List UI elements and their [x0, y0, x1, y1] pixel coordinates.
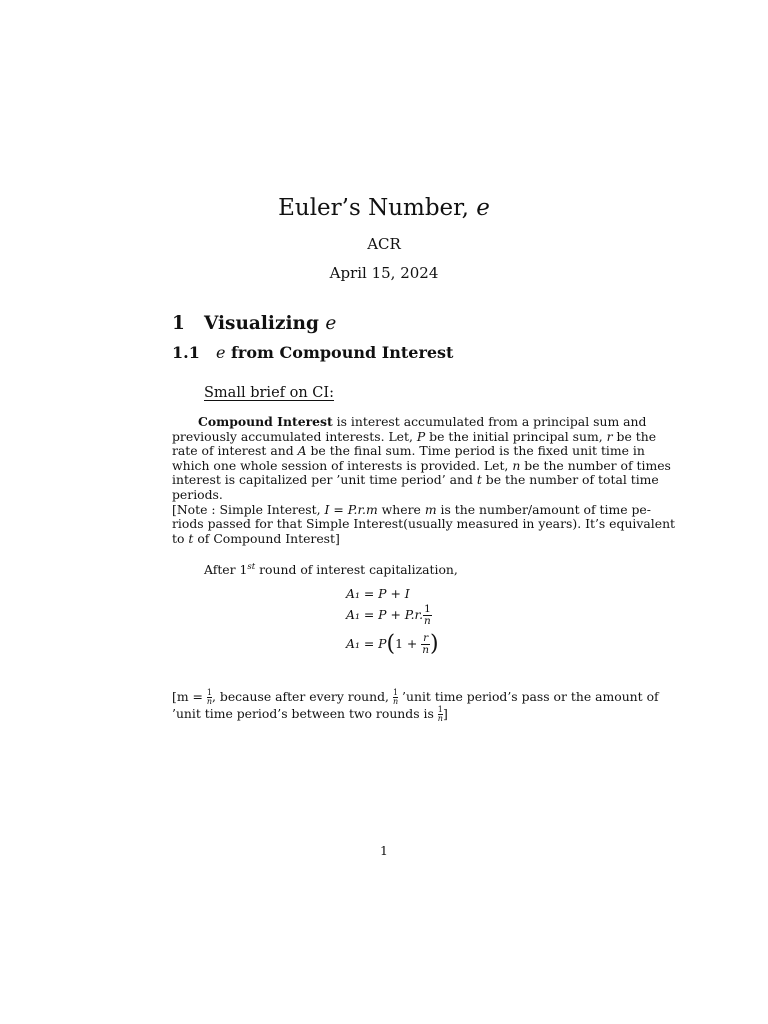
subsection-number: 1.1	[172, 343, 200, 362]
section-var: e	[325, 313, 337, 334]
fraction	[421, 633, 430, 656]
remark-text: [m =	[172, 689, 203, 704]
equation-3	[346, 633, 439, 656]
frac-den: n	[392, 697, 399, 706]
para-line	[172, 457, 671, 474]
title-var: e	[476, 195, 490, 221]
note-line	[172, 532, 617, 547]
remark-paragraph	[172, 688, 659, 723]
page-number: 1	[380, 843, 388, 858]
remark-line	[172, 688, 659, 706]
remark-line	[172, 706, 617, 723]
eq3-one: 1 +	[395, 636, 418, 651]
note-text: where	[381, 501, 421, 517]
frac-den: n	[422, 644, 430, 656]
after-text: round of interest capitalization,	[259, 562, 458, 578]
document-title	[0, 195, 768, 221]
note-text: to	[172, 530, 185, 546]
para-text: be the initial principal sum,	[429, 428, 603, 444]
para-line	[172, 443, 645, 459]
author: ACR	[367, 235, 401, 253]
title-text: Euler’s Number,	[278, 195, 469, 221]
frac-num: 1	[424, 603, 431, 615]
remark-text: ]	[442, 706, 448, 721]
subsection-heading	[172, 343, 453, 362]
note-text: [Note : Simple Interest,	[172, 501, 321, 517]
after-text: After 1	[204, 562, 248, 578]
bold-term: Compound Interest	[198, 414, 333, 429]
para-text: rate of interest and	[172, 443, 294, 459]
paren-right: )	[430, 631, 439, 657]
frac-num: 1	[437, 705, 443, 714]
para-text: be the number of total time	[485, 472, 659, 488]
section-heading	[172, 313, 336, 334]
var-n: n	[512, 457, 521, 473]
para-text: which one whole session of interests is provided. Let,	[172, 457, 509, 473]
frac-num: 1	[392, 688, 399, 697]
paren-left: (	[386, 631, 396, 657]
var-p: P	[416, 428, 426, 444]
section-number: 1	[172, 313, 185, 334]
var-a: A	[297, 443, 307, 459]
note-line: riods passed for that Simple Interest(usually measured in years). It’s equivalent	[172, 516, 676, 532]
note-line	[172, 501, 651, 518]
subsection-title: from Compound Interest	[231, 343, 454, 362]
var-r: r	[606, 428, 613, 444]
para-line	[172, 428, 657, 445]
remark-text: , because after every round,	[212, 689, 389, 704]
section-title: Visualizing	[204, 313, 319, 334]
frac-den: n	[437, 714, 443, 723]
fraction	[393, 689, 398, 706]
para-line: periods.	[172, 486, 223, 502]
para-text: be the final sum. Time period is the fixed unit time in	[310, 443, 645, 459]
var-m: m	[424, 501, 437, 517]
brief-heading: Small brief on CI:	[204, 385, 335, 401]
fraction	[423, 604, 432, 627]
para-text: interest is capitalized per ’unit time period’ and	[172, 472, 473, 488]
after-line	[204, 562, 458, 577]
para-text: is interest accumulated from a principal sum and	[336, 414, 647, 429]
remark-text: ’unit time period’s between two rounds is	[172, 706, 434, 721]
note-text: of Compound Interest]	[197, 530, 340, 546]
ordinal-sup: st	[247, 562, 256, 572]
var-t: t	[188, 530, 194, 546]
para-text: previously accumulated interests. Let,	[172, 428, 413, 444]
para-line	[172, 472, 659, 488]
remark-text: ’unit time period’s pass or the amount of	[402, 689, 659, 704]
eq2-lhs: A₁ = P + P.r.	[346, 607, 424, 622]
para-text: be the	[616, 428, 657, 444]
equation-2	[346, 604, 432, 627]
para-text: be the number of times	[524, 457, 671, 473]
var-t: t	[476, 472, 482, 488]
subsection-var: e	[216, 343, 226, 362]
frac-den: n	[424, 615, 431, 627]
eq3-lhs: A₁ = P	[346, 636, 387, 651]
frac-num: r	[423, 632, 429, 644]
note-math: I = P.r.m	[324, 501, 378, 517]
paragraph-compound-interest	[172, 414, 676, 546]
equation-1: A₁ = P + I	[346, 586, 410, 601]
para-line	[172, 414, 647, 430]
frac-num: 1	[206, 688, 212, 697]
date: April 15, 2024	[329, 264, 439, 282]
note-text: is the number/amount of time pe-	[440, 501, 651, 517]
frac-den: n	[206, 697, 213, 706]
